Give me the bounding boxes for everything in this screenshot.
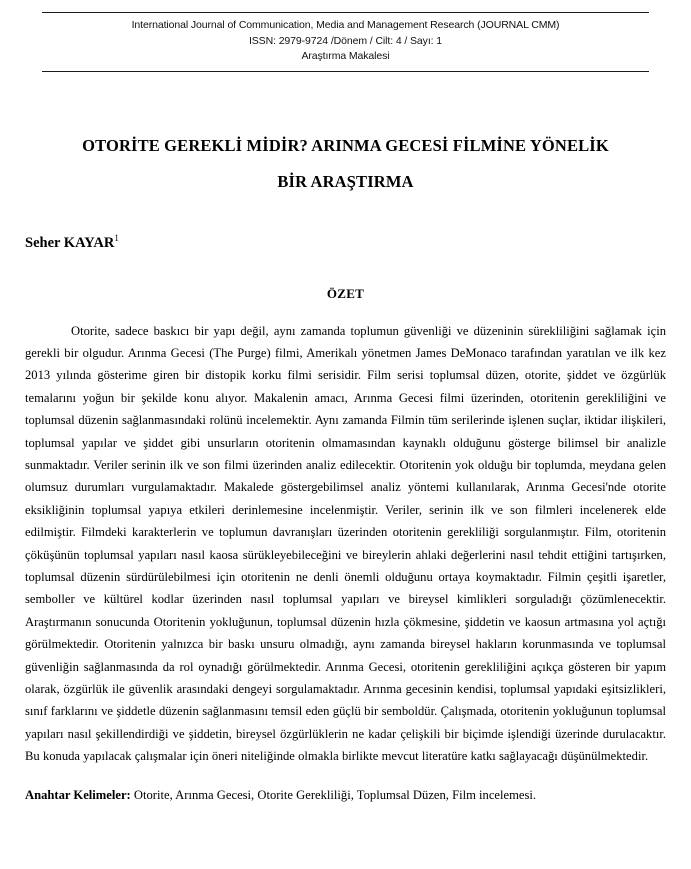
keywords-values: Otorite, Arınma Gecesi, Otorite Gerekliliği, Toplumsal Düzen, Film incelemesi. <box>130 787 537 802</box>
abstract-heading: ÖZET <box>326 285 365 301</box>
author-name: Seher KAYAR <box>25 234 115 251</box>
abstract-text: Otorite, sadece baskıcı bir yapı değil, aynı zamanda toplumun güvenliği ve düzeninin sürekliliğini sağlamak için gerekli bir olgudur. Arınma Gecesi (The Purge) filmi, Amerikalı yönetmen James DeMonaco tarafından yaratılan ve ilk kez 2013 yılında gösterime giren bir distopik korku filmi serisidir. Film serisi toplumsal düzen, otorite, şiddet ve özgürlük temalarını yoğun bir şekilde konu alıyor. Makalenin amacı, Arınma Gecesi filmi üzerinden, otoritenin gerekliliğini ve toplumsal düzenin sağlanmasındaki rolünü incelemektir. Aynı zamanda Filmin tüm serilerinde işlenen suçlar, iktidar ilişkileri, toplumsal yapılar ve şiddet gibi unsurların otoritenin olmamasından kaynaklı olduğunu gösterge bilimsel bir analizle sunmaktadır. Veriler serinin ilk ve son filmi üzerinden analiz edilecektir. Otoritenin yok olduğu bir toplumda, meydana gelen olumsuz durumları vurgulamaktadır. Makalede göstergebilimsel analiz yöntemi kullanılarak, Arınma Gecesi'nde otorite eksikliğinin toplumsal yapıya etkileri derinlemesine incelenmiştir. Veriler, serinin ilk ve son filmleri incelenerek elde edilmiştir. Filmdeki karakterlerin ve toplumun davranışları üzerinden otoritenin gerekliliği sorgulanmıştır. Film, otoritenin çöküşünün toplumsal yapıları nasıl kaosa sürükleyebileceğini ve bireylerin ahlaki değerlerini nasıl tehdit ettiğini tartışırken, toplumsal düzenin sürdürülebilmesi için otoritenin ne denli önemli olduğunu ortaya koymaktadır. Filmin çeşitli işaretler, semboller ve kültürel kodlar üzerinden nasıl toplumsal yapıları ve bireysel kimlikleri sorguladığı çözümlenecektir. Araştırmanın sonucunda Otoritenin yokluğunun, toplumsal düzenin hızla çökmesine, şiddetin ve kaosun artmasına yol açtığı görülmektedir. Otoritenin yalnızca bir baskı unsuru olmadığı, aynı zamanda bireysel hakların korunmasında ve toplumsal güvenliğin sağlanmasında da rol oynadığı görülmektedir. Arınma Gecesi, otoritenin gerekliliğini açıkça gösteren bir yapım olarak, özgürlük ile güvenlik arasındaki dengeyi sorgulamaktadır. Arınma gecesinin kendisi, toplumsal yapıdaki eşitsizlikleri, sınıf farklarını ve şiddetle düzenin sağlanmasını temsil eden güçlü bir semboldür. Çalışmada, otoritenin yokluğunun toplumsal yapıları nasıl şekillendirdiği ve şiddetin, bireysel özgürlüklerin ne kadar çelişkili bir biçimde işlendiği üzerinde durulacaktır. Bu konuda yapılacak çalışmalar için öneri niteliğinde olmakla birlikte mevcut literatüre katkı sağlayacağı düşünülmektedir. <box>25 323 666 764</box>
author-byline <box>25 234 691 252</box>
article-type-line: Araştırma Makalesi <box>301 50 390 62</box>
author-footnote-marker: 1 <box>114 232 119 243</box>
keywords-line <box>25 785 666 805</box>
article-title-line-1: OTORİTE GEREKLİ MİDİR? ARINMA GECESİ FİLMİNE YÖNELİK <box>82 135 609 155</box>
journal-name-line: International Journal of Communication, Media and Management Research (JOURNAL CMM) <box>131 19 560 31</box>
journal-issn-line: ISSN: 2979-9724 /Dönem / Cilt: 4 / Sayı: 1 <box>248 34 443 47</box>
article-title-line-2: BİR ARAŞTIRMA <box>277 171 414 191</box>
document-page <box>0 12 691 869</box>
keywords-label: Anahtar Kelimeler: <box>25 787 131 802</box>
article-title <box>52 128 639 200</box>
journal-header <box>42 12 649 72</box>
